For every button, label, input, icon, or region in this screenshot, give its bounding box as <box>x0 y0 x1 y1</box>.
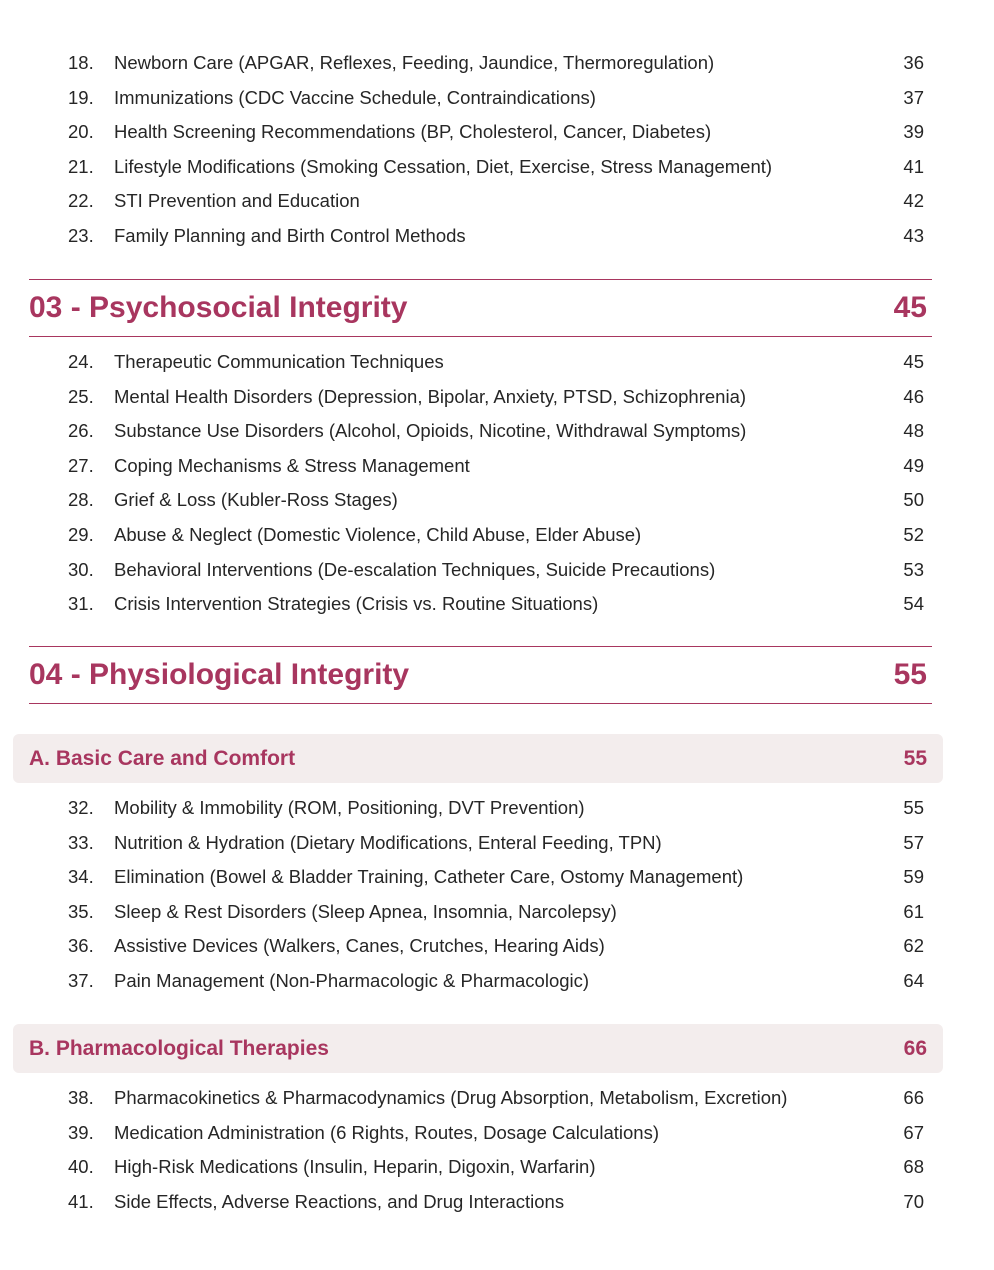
entry-page: 52 <box>903 524 924 545</box>
section-title: 03 - Psychosocial Integrity <box>29 291 408 324</box>
entry-number: 34. <box>68 866 94 888</box>
entry-number: 28. <box>68 489 94 511</box>
entry-title: Therapeutic Communication Techniques <box>114 351 444 372</box>
entry-title: Medication Administration (6 Rights, Routes, Dosage Calculations) <box>114 1121 659 1143</box>
entry-title: STI Prevention and Education <box>114 190 360 212</box>
entry-number: 25. <box>68 385 94 407</box>
entry-page: 46 <box>903 385 924 407</box>
entry-title: Elimination (Bowel & Bladder Training, Catheter Care, Ostomy Management) <box>114 866 744 888</box>
entry-number: 20. <box>68 121 94 143</box>
toc-entry[interactable] <box>0 48 994 78</box>
entry-number: 36. <box>68 935 94 957</box>
toc-entry[interactable] <box>0 451 994 481</box>
entry-page: 54 <box>903 593 924 615</box>
entry-number: 37. <box>68 970 94 991</box>
entry-title: Pharmacokinetics & Pharmacodynamics (Drug Absorption, Metabolism, Excretion) <box>114 1087 788 1108</box>
entry-title: Side Effects, Adverse Reactions, and Drug Interactions <box>114 1190 565 1212</box>
entry-title: Lifestyle Modifications (Smoking Cessation, Diet, Exercise, Stress Management) <box>114 155 773 177</box>
section-page: 45 <box>893 291 927 324</box>
entry-title: Coping Mechanisms & Stress Management <box>114 454 470 476</box>
entry-title: Behavioral Interventions (De-escalation Techniques, Suicide Precautions) <box>114 558 716 580</box>
entry-page: 57 <box>903 831 924 853</box>
entry-number: 26. <box>68 420 94 442</box>
entry-number: 35. <box>68 900 94 922</box>
entry-number: 38. <box>68 1087 94 1108</box>
entry-number: 27. <box>68 454 94 476</box>
entry-page: 61 <box>903 900 924 922</box>
entry-page: 45 <box>903 351 924 372</box>
toc-entry[interactable] <box>0 966 994 996</box>
entry-number: 41. <box>68 1190 94 1212</box>
entry-number: 31. <box>68 593 94 615</box>
entry-page: 55 <box>903 797 924 818</box>
toc-entry[interactable] <box>0 897 994 927</box>
entry-page: 59 <box>903 866 924 888</box>
entry-title: Abuse & Neglect (Domestic Violence, Child Abuse, Elder Abuse) <box>114 524 642 545</box>
entry-title: Mobility & Immobility (ROM, Positioning, DVT Prevention) <box>114 797 585 818</box>
entry-title: Sleep & Rest Disorders (Sleep Apnea, Insomnia, Narcolepsy) <box>114 900 617 922</box>
toc-entry[interactable] <box>0 1083 994 1113</box>
entry-title: Immunizations (CDC Vaccine Schedule, Contraindications) <box>114 86 596 108</box>
toc-entry[interactable] <box>0 828 994 858</box>
entry-page: 70 <box>903 1190 924 1212</box>
toc-entry[interactable] <box>0 485 994 515</box>
entry-page: 67 <box>903 1121 924 1143</box>
toc-entry[interactable] <box>0 589 994 619</box>
entry-page: 39 <box>903 121 924 143</box>
toc-entry[interactable] <box>0 1187 994 1217</box>
entry-title: Newborn Care (APGAR, Reflexes, Feeding, Jaundice, Thermoregulation) <box>114 52 715 73</box>
section-page: 55 <box>893 658 927 691</box>
toc-entry[interactable] <box>0 1118 994 1148</box>
entry-page: 49 <box>903 454 924 476</box>
entry-page: 36 <box>903 52 924 73</box>
entry-page: 62 <box>903 935 924 957</box>
entry-number: 18. <box>68 52 94 73</box>
entry-number: 21. <box>68 155 94 177</box>
entry-page: 50 <box>903 489 924 511</box>
toc-entry[interactable] <box>0 152 994 182</box>
entry-number: 32. <box>68 797 94 818</box>
toc-entry[interactable] <box>0 347 994 377</box>
entry-page: 41 <box>903 155 924 177</box>
toc-entry[interactable] <box>0 117 994 147</box>
subsection-title: B. Pharmacological Therapies <box>29 1037 329 1060</box>
subsection-page: 66 <box>903 1037 927 1060</box>
section-heading-physiological[interactable] <box>29 646 932 704</box>
toc-entry[interactable] <box>0 186 994 216</box>
entry-title: Crisis Intervention Strategies (Crisis vs. Routine Situations) <box>114 593 599 615</box>
subsection-heading-basic-care[interactable] <box>13 734 943 783</box>
entry-number: 23. <box>68 225 94 246</box>
entry-title: Substance Use Disorders (Alcohol, Opioids, Nicotine, Withdrawal Symptoms) <box>114 420 747 442</box>
entry-page: 37 <box>903 86 924 108</box>
entry-number: 29. <box>68 524 94 545</box>
entry-page: 53 <box>903 558 924 580</box>
entry-page: 64 <box>903 970 924 991</box>
section-title: 04 - Physiological Integrity <box>29 658 410 691</box>
toc-entry[interactable] <box>0 83 994 113</box>
entry-title: Nutrition & Hydration (Dietary Modifications, Enteral Feeding, TPN) <box>114 831 662 853</box>
subsection-heading-pharmacological[interactable] <box>13 1024 943 1073</box>
subsection-title: A. Basic Care and Comfort <box>29 747 296 770</box>
section-heading-psychosocial[interactable] <box>29 279 932 337</box>
toc-entry[interactable] <box>0 520 994 550</box>
entry-page: 42 <box>903 190 924 212</box>
entry-number: 39. <box>68 1121 94 1143</box>
entry-page: 68 <box>903 1156 924 1178</box>
entry-title: Health Screening Recommendations (BP, Cholesterol, Cancer, Diabetes) <box>114 121 712 143</box>
toc-entry[interactable] <box>0 931 994 961</box>
entry-title: High-Risk Medications (Insulin, Heparin, Digoxin, Warfarin) <box>114 1156 596 1178</box>
entry-number: 40. <box>68 1156 94 1178</box>
subsection-page: 55 <box>903 747 927 770</box>
toc-entry[interactable] <box>0 1152 994 1182</box>
toc-entry[interactable] <box>0 382 994 412</box>
entry-number: 30. <box>68 558 94 580</box>
toc-entry[interactable] <box>0 793 994 823</box>
entry-title: Grief & Loss (Kubler-Ross Stages) <box>114 489 398 511</box>
entry-title: Assistive Devices (Walkers, Canes, Crutches, Hearing Aids) <box>114 935 605 957</box>
entry-title: Pain Management (Non-Pharmacologic & Pharmacologic) <box>114 970 590 991</box>
entry-title: Family Planning and Birth Control Methods <box>114 225 466 246</box>
entry-number: 22. <box>68 190 94 212</box>
toc-entry[interactable] <box>0 416 994 446</box>
entry-title: Mental Health Disorders (Depression, Bipolar, Anxiety, PTSD, Schizophrenia) <box>114 385 747 407</box>
toc-entry[interactable] <box>0 221 994 251</box>
entry-number: 19. <box>68 86 94 108</box>
entry-number: 24. <box>68 351 94 372</box>
entry-page: 48 <box>903 420 924 442</box>
entry-number: 33. <box>68 831 94 853</box>
entry-page: 43 <box>903 225 924 246</box>
toc-entry[interactable] <box>0 862 994 892</box>
toc-entry[interactable] <box>0 555 994 585</box>
entry-page: 66 <box>903 1087 924 1108</box>
